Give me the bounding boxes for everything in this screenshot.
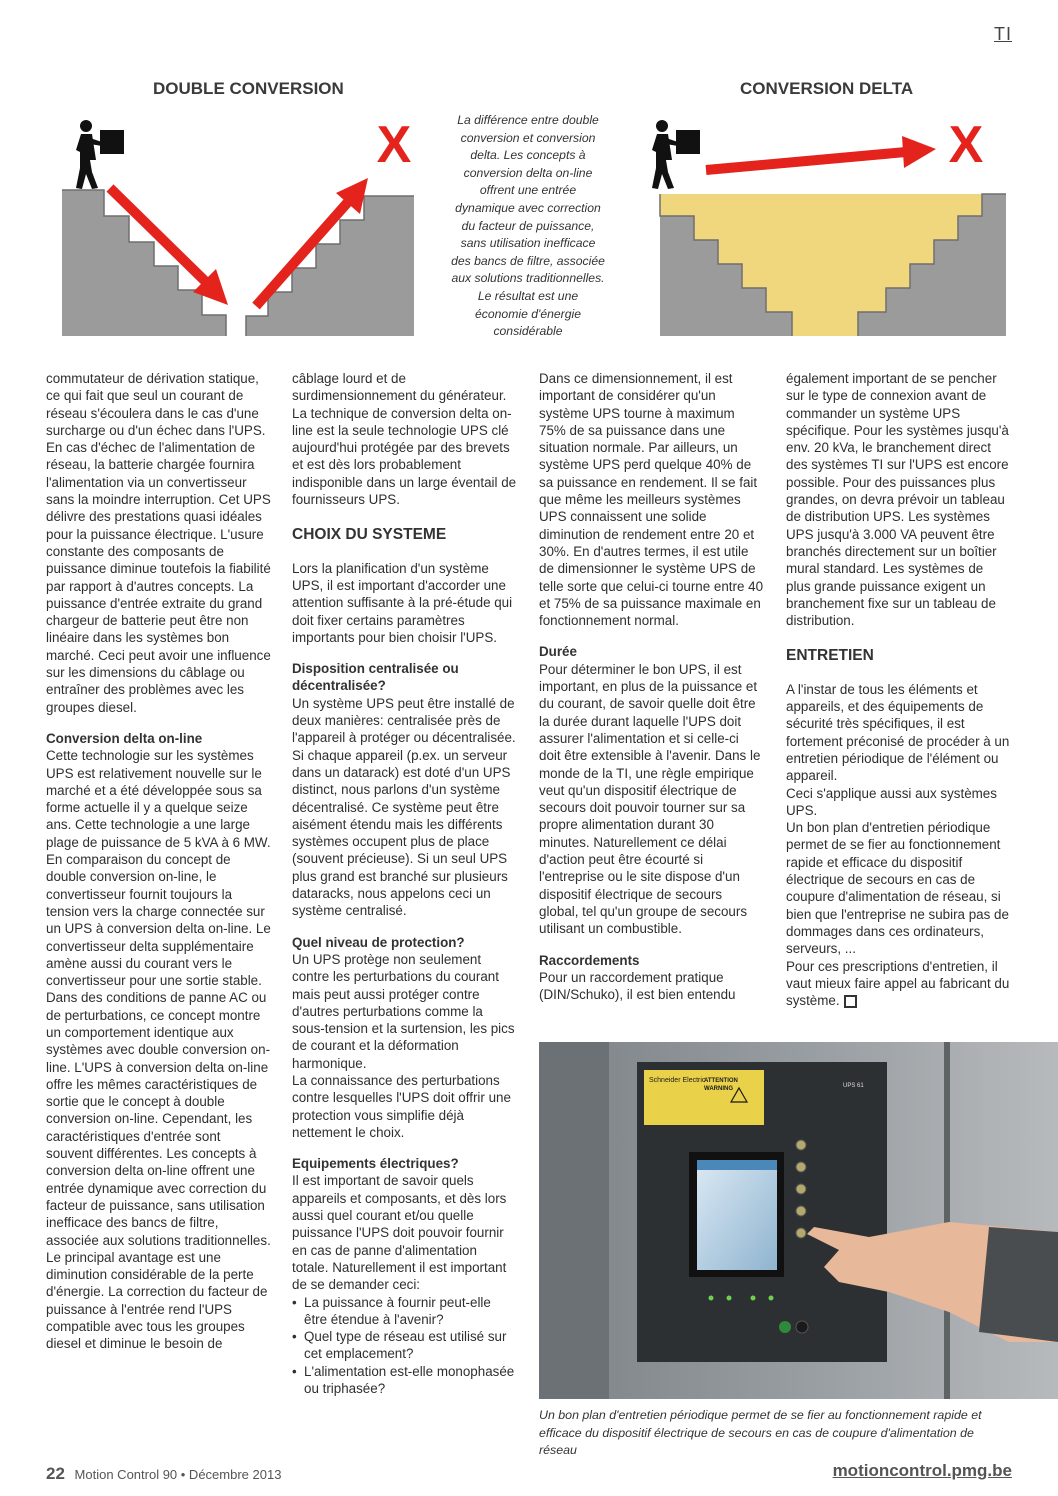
paragraph: Dans ce dimensionnement, il est important de considérer qu'un système UPS tourne à maximum 75% de sa puissance dans une situation normale. Par ailleurs, un système UPS perd quelque 40% de sa puissance en rendement. Il se fait que même les meilleurs systèmes UPS connaissent une solide diminution de rendement entre 20 et 30%. En d'autres termes, il est utile de dimensionner le système UPS de telle sorte que celui-ci tourne entre 40 et 75% de sa puissance maximale en fonctionnement normal.: [539, 371, 764, 629]
text-column-3: [539, 370, 764, 1003]
paragraph: Si chaque appareil (p.ex. un serveur dans un datarack) est doté d'un UPS distinct, nous parlons d'un système décentralisé. Ce système peut être aisément étendu mais les différents systèmes occupent plus de place (souvent précieuse). Si un seul UPS plus grand est branché sur plusieurs dataracks, nous appelons ceci un système centralisé.: [292, 747, 511, 919]
figure-caption: La différence entre double conversion et conversion delta. Les concepts à conversion delta on-line offrent une entrée dynamique avec correction du facteur de puissance, sans utilisation inefficace des bancs de filtre, associée aux solutions traditionnelles. Le résultat est une économie d'énergie considérable: [451, 113, 605, 339]
list-item: • La puissance à fournir peut-elle être étendue à l'avenir?: [292, 1294, 517, 1329]
website-link[interactable]: motioncontrol.pmg.be: [832, 1461, 1012, 1480]
paragraph: A l'instar de tous les éléments et appareils, et des équipements de sécurité très spécifiques, il est fortement préconisé de procéder à un entretien périodique de l'élément ou appareil.: [786, 681, 1010, 784]
paragraph: Un bon plan d'entretien périodique permet de se fier au fonctionnement rapide et efficace du dispositif électrique de secours en cas de coupure d'alimentation de réseau, si bien que l'entreprise ne subira pas de dommages dans ces ordinateurs, serveurs, ...: [786, 820, 1009, 957]
section-heading: ENTRETIEN: [786, 647, 874, 665]
warning-text: WARNING: [704, 1086, 733, 1092]
photo-illustration: [539, 1042, 1058, 1399]
paragraph: Il est important de savoir quels appareils et composants, et dès lors aussi quel courant et/ou quelle puissance l'UPS doit pouvoir fournir en cas de panne d'alimentation totale. Naturellement il est important de se demander ceci:: [292, 1173, 507, 1293]
page-number: 22: [46, 1464, 65, 1483]
sleeve: [979, 1227, 1058, 1342]
bullet-list: [292, 1294, 517, 1398]
left-x-mark: X: [376, 116, 412, 174]
double-conversion-diagram: [46, 112, 426, 347]
closing-sentence: Pour ces prescriptions d'entretien, il vaut mieux faire appel au fabricant du système.: [786, 958, 1010, 1009]
display-screen: [697, 1160, 777, 1270]
horizontal-arrow: [706, 136, 936, 170]
paragraph: Pour déterminer le bon UPS, il est important, en plus de la puissance et du courant, de savoir quelle doit être la durée durant laquelle l'UPS doit assurer l'alimentation et si celle-ci doit être extensible à l'avenir. Dans le monde de la TI, une règle empirique veut qu'un dispositif électrique de secours doit pouvoir tourner sur sa propre alimentation durant 30 minutes. Naturellement ce délai d'action peut être écourté si l'entreprise ou le site dispose d'un dispositif électrique de secours global, tel qu'un groupe de secours utilisant un combustible.: [539, 661, 761, 937]
person-carrying-box-icon: [652, 120, 700, 189]
model-text: UPS 61: [843, 1083, 864, 1089]
paragraph: câblage lourd et de surdimensionnement du générateur. La technique de conversion delta on-line est la seule technologie UPS clé aujourd'hui protégée par des brevets et est dès lors probablement indisponible dans un large éventail de fournisseurs UPS.: [292, 371, 517, 508]
paragraph: Pour un raccordement pratique (DIN/Schuko), il est bien entendu: [539, 969, 736, 1003]
figure-right-title: CONVERSION DELTA: [740, 79, 914, 98]
ups-control-panel-photo: [539, 1042, 1058, 1399]
figure-left-title: DOUBLE CONVERSION: [153, 79, 344, 98]
paragraph: Un UPS protège non seulement contre les perturbations du courant mais peut aussi protéger contre d'autres perturbations comme la sous-tension et la surtension, les pics de courant et la déformation harmonique.: [292, 951, 515, 1071]
section-tag: TI: [994, 24, 1012, 44]
text-column-1: [46, 370, 271, 1353]
power-on-button: [779, 1321, 791, 1333]
list-item: • L'alimentation est-elle monophasée ou triphasée?: [292, 1363, 517, 1398]
text-column-4: [786, 370, 1011, 1009]
paragraph: La connaissance des perturbations contre lesquelles l'UPS doit offrir une protection vous simplifie déjà nettement le choix.: [292, 1072, 511, 1140]
paragraph: commutateur de dérivation statique, ce qui fait que seul un courant de réseau s'écoulera dans le cas d'une surcharge ou d'un échec dans l'UPS. En cas d'échec de l'alimentation de réseau, la batterie chargée fournira l'alimentation via un convertisseur sans la moindre interruption. Cet UPS délivre des prestations quasi idéales pour la puissance électrique. L'usure constante des composants de puissance diminue toutefois la fiabilité par rapport à d'autres concepts. La puissance d'entrée extraite du grand chargeur de batterie peut être non linéaire dans les systèmes bon marché. Ceci peut avoir une influence sur les dimensions du câblage ou entraîner des problèmes avec les groupes diesel.: [46, 371, 271, 715]
subheading: Raccordements: [539, 952, 640, 968]
list-item: • Quel type de réseau est utilisé sur cet emplacement?: [292, 1328, 517, 1363]
publication-info: Motion Control 90 • Décembre 2013: [74, 1467, 282, 1482]
attention-text: ATTENTION: [704, 1078, 738, 1084]
paragraph: Cette technologie sur les systèmes UPS est relativement nouvelle sur le marché et a été développée sous sa forme actuelle il y a quelque seize ans. Cette technologie a une large plage de puissance de 5 kVA à 6 MW. En comparaison du concept de double conversion on-line, le convertisseur fournit toujours la tension vers la charge connectée sur un UPS à conversion delta on-line. Le convertisseur delta supplémentaire amène aussi du courant vers le convertisseur pour une sortie stable. Dans des conditions de panne AC ou de perturbations, ce concept montre un comportement identique aux systèmes avec double conversion on-line. L'UPS à conversion delta on-line offre les mêmes caractéristiques de sortie que le concept à double conversion on-line. Cependant, les caractéristiques d'entrée sont souvent différentes. Les concepts à conversion delta on-line offrent une entrée dynamique avec correction du facteur de puissance, sans utilisation inefficace des bancs de filtre, associée aux solutions traditionnelles. Le principal avantage est une diminution considérable de la perte d'énergie. La correction du facteur de puissance à l'entrée rend l'UPS compatible avec tous les groupes diesel et diminue le besoin de: [46, 748, 271, 1352]
photo-caption: Un bon plan d'entretien périodique permet de se fier au fonctionnement rapide et efficace du dispositif électrique de secours en cas de coupure d'alimentation de réseau: [539, 1408, 982, 1457]
section-heading: CHOIX DU SYSTEME: [292, 526, 447, 544]
conversion-delta-diagram: [636, 112, 1016, 347]
paragraph: également important de se pencher sur le type de connexion avant de commander un système UPS spécifique. Pour les systèmes jusqu'à env. 20 kVa, le branchement direct des systèmes TI sur l'UPS est encore possible. Pour des puissances plus grandes, on devra prévoir un tableau de distribution UPS. Les systèmes UPS jusqu'à 3.000 VA peuvent être branchés directement sur un boîtier mural standard. Les systèmes de plus grande puissance exigent un branchement fixe sur un tableau de distribution.: [786, 371, 1009, 629]
subheading: Equipements électriques?: [292, 1156, 459, 1172]
end-of-article-icon: [844, 995, 857, 1008]
right-x-mark: X: [948, 116, 984, 174]
person-carrying-box-icon: [76, 120, 124, 189]
brand-text: Schneider Electric: [649, 1077, 706, 1084]
subheading: Quel niveau de protection?: [292, 934, 465, 950]
paragraph: Ceci s'applique aussi aux systèmes UPS.: [786, 785, 997, 818]
subheading: Disposition centralisée ou décentralisée?: [292, 661, 459, 694]
power-off-button: [796, 1321, 808, 1333]
paragraph: [786, 958, 1011, 1010]
subheading: Durée: [539, 644, 577, 660]
paragraph: Lors la planification d'un système UPS, il est important d'accorder une attention suffisante à la pré-étude qui doit fixer certains paramètres importants pour bien choisir l'UPS.: [292, 560, 513, 645]
paragraph: Un système UPS peut être installé de deux manières: centralisée près de l'appareil à protéger ou décentralisée.: [292, 695, 516, 746]
subheading: Conversion delta on-line: [46, 730, 203, 746]
footer-left: [46, 1464, 281, 1484]
text-column-2: [292, 370, 517, 1397]
